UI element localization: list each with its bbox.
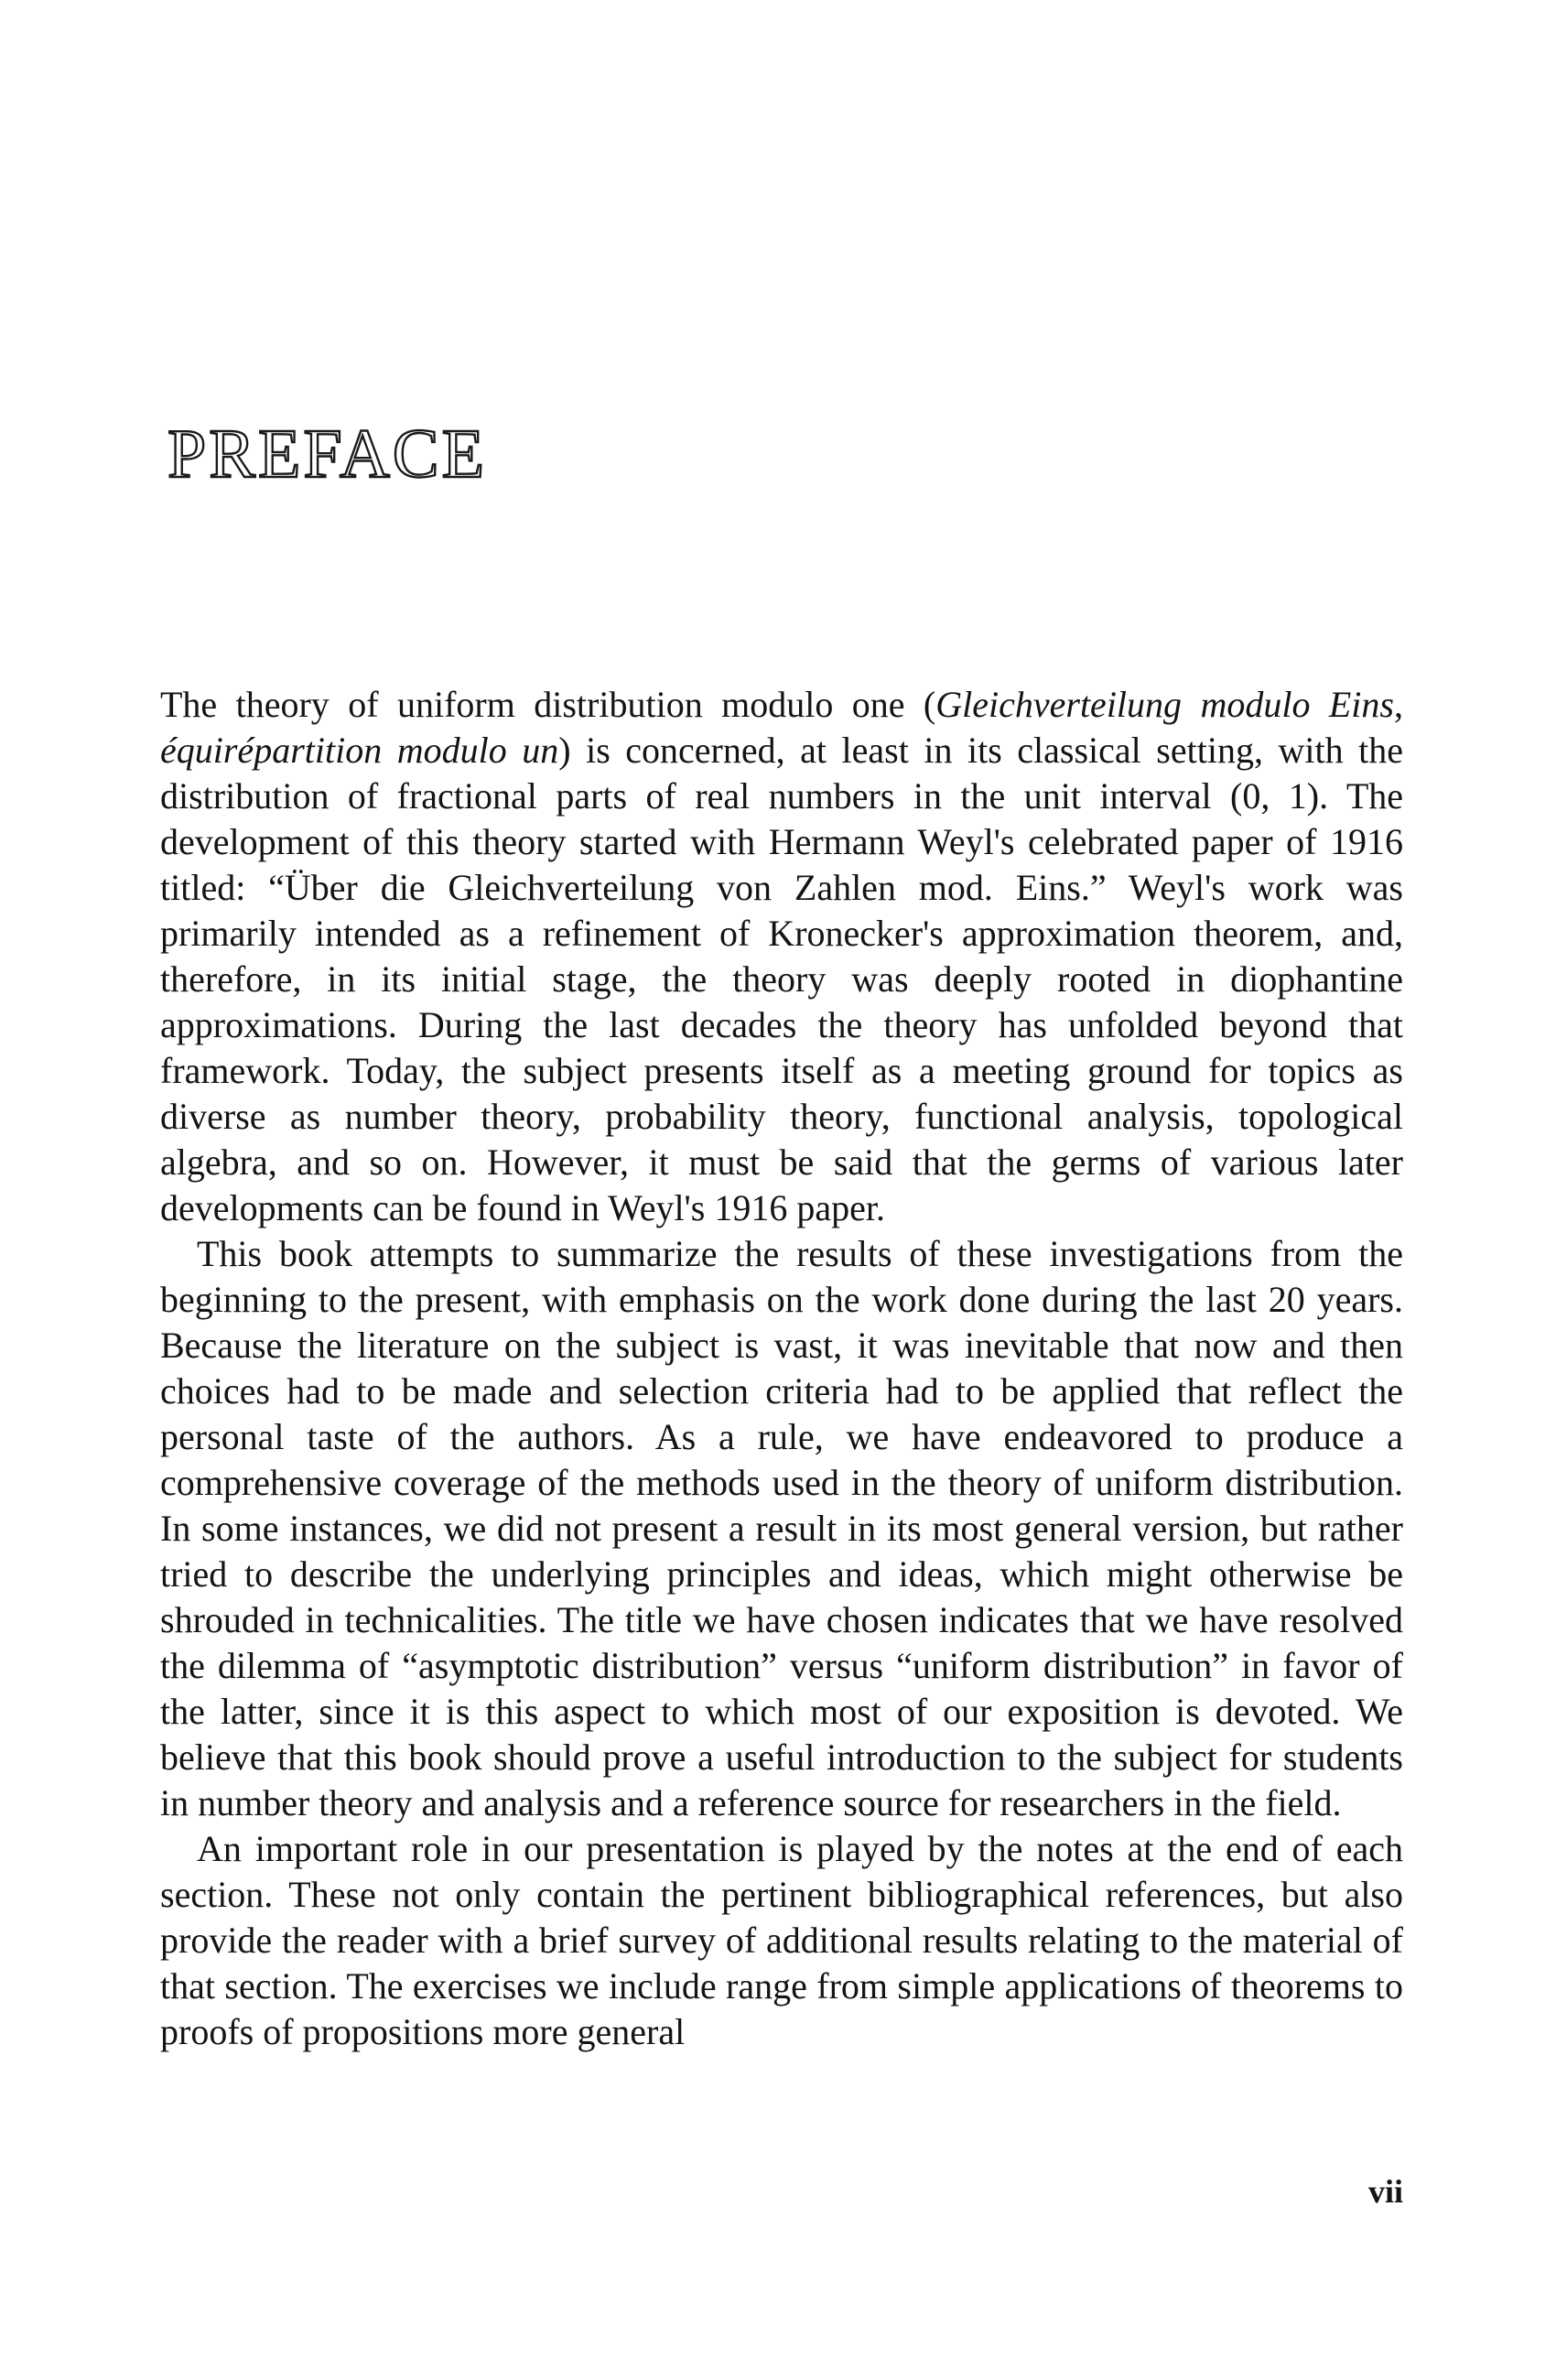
page-number: vii	[1367, 2173, 1403, 2210]
paragraph-1-part-2: ,	[1394, 684, 1403, 725]
paragraph-1-part-1: The theory of uniform distribution modulo one (	[160, 684, 936, 725]
paragraph-3: An important role in our presentation is played by the notes at the end of each section. These not only contain the pertinent bibliographical references, but also provide the reader with a brief survey of additional results relating to the material of that section. The exercises we include range from simple applications of theorems to proofs of propositions more general	[160, 1828, 1403, 2052]
paragraph-2: This book attempts to summarize the results of these investigations from the beginning to the present, with emphasis on the work done during the last 20 years. Because the literature on the subject is vast, it was inevitable that now and then choices had to be made and selection criteria had to be applied that reflect the personal taste of the authors. As a rule, we have endeavored to produce a comprehensive coverage of the methods used in the theory of uniform distribution. In some instances, we did not present a result in its most general version, but rather tried to describe the underlying principles and ideas, which might otherwise be shrouded in technicalities. The title we have chosen indicates that we have resolved the dilemma of “asymptotic distribution” versus “uniform distribution” in favor of the latter, since it is this aspect to which most of our exposition is devoted. We believe that this book should prove a useful introduction to the subject for students in number theory and analysis and a reference source for researchers in the field.	[160, 1233, 1403, 1823]
term-equirepartition: équirépartition modulo un	[160, 730, 559, 771]
paragraph-1	[160, 682, 1403, 1231]
preface-body	[160, 682, 1403, 2055]
page-title: PREFACE	[167, 416, 488, 492]
term-gleichverteilung: Gleichverteilung modulo Eins	[935, 684, 1394, 725]
paragraph-1-part-3: ) is concerned, at least in its classical setting, with the distribution of fractional parts of real numbers in the unit interval (0, 1). The development of this theory started with Hermann Weyl's celebrated paper of 1916 titled: “Über die Gleichverteilung von Zahlen mod. Eins.” Weyl's work was primarily intended as a refinement of Kronecker's approximation theorem, and, therefore, in its initial stage, the theory was deeply rooted in diophantine approximations. During the last decades the theory has unfolded beyond that framework. Today, the subject presents itself as a meeting ground for topics as diverse as number theory, probability theory, functional analysis, topological algebra, and so on. However, it must be said that the germs of various later developments can be found in Weyl's 1916 paper.	[160, 730, 1403, 1228]
